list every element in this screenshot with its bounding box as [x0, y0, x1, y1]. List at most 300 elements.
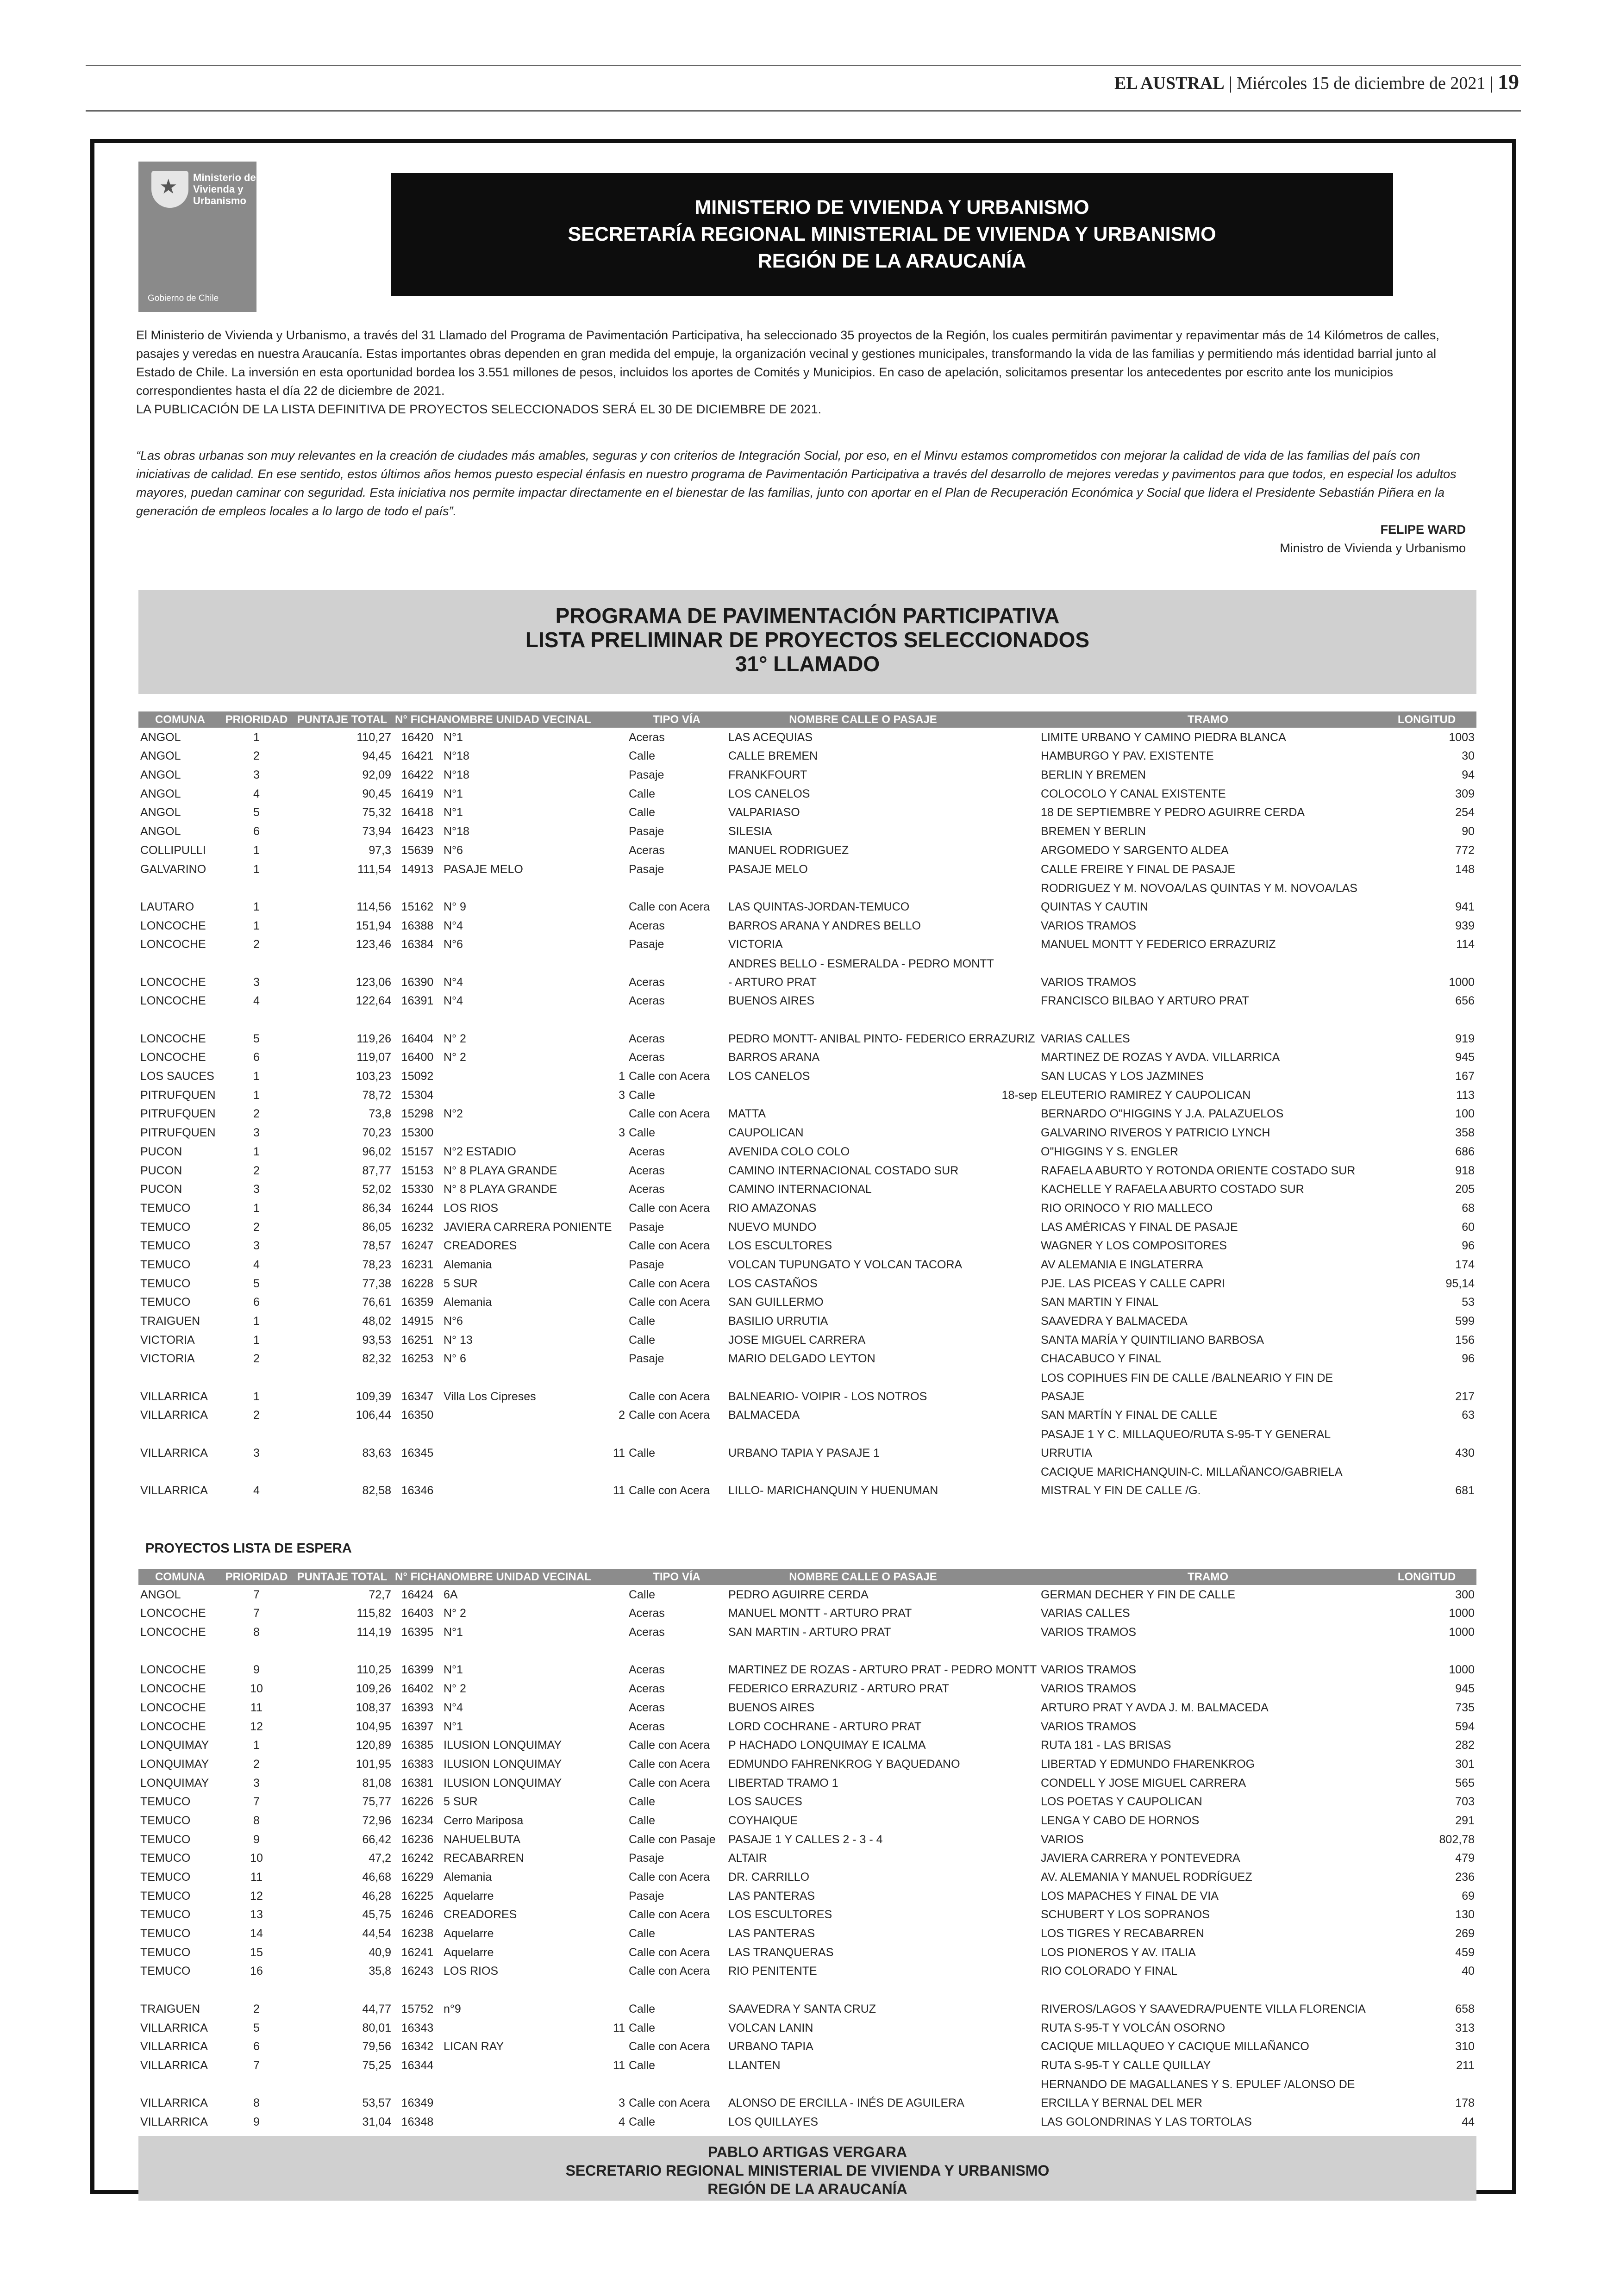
column-header-longitud: LONGITUD	[1377, 1569, 1476, 1585]
cell-puntaje: 53,57	[362, 2096, 391, 2110]
cell-tramo: RIO ORINOCO Y RIO MALLECO	[1041, 1201, 1213, 1215]
cell-calle: PEDRO MONTT- ANIBAL PINTO- FEDERICO ERRAZURIZ	[728, 1032, 1035, 1045]
cell-extra	[1000, 935, 1039, 954]
waiting-list-title: PROYECTOS LISTA DE ESPERA	[145, 1541, 352, 1556]
cell-ficha: 16350	[401, 1409, 434, 1422]
cell-tramo: LIMITE URBANO Y CAMINO PIEDRA BLANCA	[1041, 730, 1286, 744]
cell-comuna: TEMUCO	[140, 1889, 191, 1903]
cell-extra	[1000, 1622, 1039, 1641]
star-icon: ★	[159, 175, 178, 198]
column-header-longitud: LONGITUD	[1377, 711, 1476, 728]
signatory-box	[138, 2136, 1476, 2201]
table-row	[138, 1067, 1476, 1086]
table-row	[138, 2018, 1476, 2037]
cell-calle: BALNEARIO- VOIPIR - LOS NOTROS	[728, 1390, 927, 1403]
cell-comuna: TEMUCO	[140, 1908, 191, 1922]
cell-calle: MANUEL RODRIGUEZ	[728, 843, 849, 857]
cell-tipo-via: Aceras	[629, 1183, 665, 1196]
cell-ficha: 15752	[401, 2002, 434, 2015]
cell-extra	[1000, 1048, 1039, 1067]
cell-unidad-vecinal: N° 8 PLAYA GRANDE	[444, 1183, 557, 1196]
header-rule-top	[86, 65, 1521, 66]
table-row	[138, 784, 1476, 803]
cell-ficha: 16381	[401, 1776, 434, 1790]
cell-comuna: VILLARRICA	[140, 2096, 208, 2110]
cell-unidad-vecinal: N°4	[444, 994, 463, 1008]
table-row	[138, 1349, 1476, 1368]
cell-puntaje: 110,27	[356, 730, 391, 744]
cell-ficha: 16420	[401, 730, 434, 744]
cell-tipo-via: Calle	[629, 2021, 655, 2034]
signatory-name: PABLO ARTIGAS VERGARA	[707, 2144, 907, 2160]
cell-puntaje: 40,9	[369, 1946, 391, 1959]
cell-puntaje: 101,95	[356, 1757, 391, 1771]
minister-signature	[1280, 520, 1466, 557]
cell-extra	[1000, 1962, 1039, 1981]
cell-ficha: 16393	[401, 1701, 434, 1714]
cell-tramo	[1039, 1641, 1377, 1660]
cell-puntaje: 52,02	[362, 1183, 391, 1196]
cell-longitud: 130	[1455, 1908, 1475, 1922]
cell-num	[590, 1368, 627, 1405]
cell-unidad-vecinal: Villa Los Cipreses	[444, 1390, 536, 1403]
cell-tipo-via: Aceras	[629, 1626, 665, 1639]
cell-calle: MANUEL MONTT - ARTURO PRAT	[728, 1607, 912, 1620]
cell-longitud: 1000	[1449, 1607, 1475, 1620]
cell-tipo-via: Pasaje	[629, 938, 664, 951]
cell-calle: SAAVEDRA Y SANTA CRUZ	[728, 2002, 876, 2015]
table-row	[138, 916, 1476, 935]
cell-num	[590, 1660, 627, 1679]
cell-ficha: 15092	[401, 1070, 434, 1083]
cell-calle: SAN GUILLERMO	[728, 1296, 824, 1309]
cell-tramo: RUTA 181 - LAS BRISAS	[1041, 1739, 1171, 1752]
cell-num: 11	[613, 1484, 625, 1497]
cell-longitud: 63	[1462, 1409, 1475, 1422]
table-row	[138, 1123, 1476, 1142]
cell-ficha: 16421	[401, 749, 434, 763]
cell-comuna: LONQUIMAY	[140, 1739, 209, 1752]
cell-prioridad: 16	[250, 1965, 263, 1978]
cell-puntaje: 97,3	[369, 843, 391, 857]
cell-ficha: 16391	[401, 994, 434, 1008]
cell-comuna: GALVARINO	[140, 862, 206, 876]
cell-prioridad: 1	[253, 1088, 260, 1102]
cell-ficha: 16229	[401, 1871, 434, 1884]
cell-extra	[1000, 860, 1039, 879]
cell-tipo-via: Calle	[629, 1315, 655, 1328]
column-header-unidad-vecinal: NOMBRE UNIDAD VECINAL	[442, 711, 590, 728]
cell-comuna: LONCOCHE	[140, 1682, 206, 1696]
cell-longitud: 211	[1456, 2059, 1475, 2072]
cell-ficha: 16359	[401, 1296, 434, 1309]
cell-tramo: BREMEN Y BERLIN	[1041, 825, 1146, 838]
cell-puntaje: 103,23	[356, 1070, 391, 1083]
table-row	[138, 1368, 1476, 1405]
cell-num	[590, 1641, 627, 1660]
table-row	[138, 1660, 1476, 1679]
cell-calle: CAMINO INTERNACIONAL COSTADO SUR	[728, 1164, 959, 1177]
cell-longitud: 113	[1456, 1088, 1475, 1102]
cell-prioridad: 7	[253, 1607, 260, 1620]
cell-tipo-via: Calle	[629, 1588, 655, 1601]
table-row	[138, 1424, 1476, 1462]
cell-num	[590, 1698, 627, 1717]
cell-puntaje: 75,77	[362, 1795, 391, 1809]
cell-unidad-vecinal	[442, 2056, 590, 2075]
cell-calle: AVENIDA COLO COLO	[728, 1145, 850, 1158]
cell-prioridad	[222, 1641, 291, 1660]
signatory-role: SECRETARIO REGIONAL MINISTERIAL DE VIVIENDA Y URBANISMO	[565, 2162, 1050, 2179]
cell-num	[590, 1905, 627, 1924]
cell-prioridad: 1	[253, 1070, 260, 1083]
issue-date: | Miércoles 15 de diciembre de 2021 |	[1229, 74, 1494, 93]
cell-calle: JOSE MIGUEL CARRERA	[728, 1333, 866, 1347]
selected-projects-table	[138, 711, 1476, 1500]
cell-prioridad: 3	[253, 768, 260, 782]
cell-calle: BASILIO URRUTIA	[728, 1315, 828, 1328]
table-header	[138, 1569, 1476, 1585]
table-row	[138, 1622, 1476, 1641]
cell-ficha: 16242	[401, 1852, 434, 1865]
cell-longitud: 300	[1455, 1588, 1475, 1601]
cell-longitud: 945	[1455, 1051, 1475, 1064]
logo-text: Ministerio de Vivienda y Urbanismo	[193, 172, 256, 206]
cell-tipo-via: Pasaje	[629, 1852, 664, 1865]
cell-tramo: VARIOS TRAMOS	[1041, 975, 1137, 989]
cell-tipo-via: Calle con Pasaje	[629, 1833, 716, 1846]
cell-tramo: RUTA S-95-T Y CALLE QUILLAY	[1041, 2059, 1211, 2072]
cell-num: 11	[613, 2059, 625, 2072]
cell-puntaje: 79,56	[362, 2040, 391, 2053]
cell-prioridad: 6	[253, 825, 260, 838]
cell-calle: ALTAIR	[728, 1852, 767, 1865]
cell-longitud: 479	[1455, 1852, 1475, 1865]
column-header-num	[590, 711, 627, 728]
cell-unidad-vecinal: N°2	[444, 1107, 463, 1121]
cell-calle: LAS PANTERAS	[728, 1927, 815, 1940]
cell-extra	[1000, 879, 1039, 916]
cell-num	[590, 1198, 627, 1217]
cell-prioridad: 4	[253, 787, 260, 800]
cell-ficha: 16234	[401, 1814, 434, 1827]
cell-prioridad: 11	[250, 1701, 263, 1714]
cell-extra	[1000, 1641, 1039, 1660]
cell-ficha: 14913	[401, 862, 434, 876]
cell-comuna: LONCOCHE	[140, 1032, 206, 1045]
cell-tipo-via: Pasaje	[629, 862, 664, 876]
cell-extra	[1000, 1604, 1039, 1623]
cell-tipo-via: Aceras	[629, 730, 665, 744]
cell-puntaje: 48,02	[362, 1315, 391, 1328]
table-row	[138, 1641, 1476, 1660]
cell-calle: LOS ESCULTORES	[728, 1908, 832, 1922]
cell-longitud: 686	[1455, 1145, 1475, 1158]
cell-puntaje: 108,37	[356, 1701, 391, 1714]
cell-tramo: LOS MAPACHES Y FINAL DE VIA	[1041, 1889, 1219, 1903]
cell-tramo: O"HIGGINS Y S. ENGLER	[1041, 1145, 1178, 1158]
cell-calle: RIO AMAZONAS	[728, 1201, 817, 1215]
cell-ficha: 16399	[401, 1663, 434, 1677]
cell-puntaje: 78,23	[362, 1258, 391, 1271]
cell-prioridad: 5	[253, 1032, 260, 1045]
cell-unidad-vecinal: n°9	[444, 2002, 461, 2015]
cell-extra	[1000, 803, 1039, 822]
cell-extra	[1000, 1406, 1039, 1425]
cell-prioridad: 6	[253, 1296, 260, 1309]
cell-puntaje: 122,64	[356, 994, 391, 1008]
cell-extra	[1000, 2056, 1039, 2075]
cell-prioridad: 1	[253, 862, 260, 876]
cell-tramo: HERNANDO DE MAGALLANES Y S. EPULEF /ALONSO DE ERCILLA Y BERNAL DEL MER	[1041, 2078, 1355, 2110]
cell-tipo-via: Calle con Acera	[629, 1871, 710, 1884]
cell-prioridad: 2	[253, 1409, 260, 1422]
cell-tipo-via: Calle con Acera	[629, 1070, 710, 1083]
cell-calle: P HACHADO LONQUIMAY E ICALMA	[728, 1739, 926, 1752]
cell-calle: VICTORIA	[728, 938, 783, 951]
cell-num	[590, 916, 627, 935]
cell-calle	[726, 1086, 1000, 1104]
cell-num	[590, 1029, 627, 1048]
cell-prioridad: 8	[253, 1626, 260, 1639]
cell-extra	[1000, 1067, 1039, 1086]
cell-num	[590, 935, 627, 954]
cell-calle: VOLCAN LANIN	[728, 2021, 813, 2034]
cell-num	[590, 1679, 627, 1698]
cell-ficha: 16228	[401, 1277, 434, 1290]
column-header-calle: NOMBRE CALLE O PASAJE	[726, 1569, 1000, 1585]
cell-tipo-via: Calle con Acera	[629, 1757, 710, 1771]
cell-longitud: 703	[1455, 1795, 1475, 1809]
cell-prioridad: 2	[253, 749, 260, 763]
cell-longitud: 1003	[1449, 730, 1475, 744]
cell-calle: COYHAIQUE	[728, 1814, 798, 1827]
cell-tramo: SANTA MARÍA Y QUINTILIANO BARBOSA	[1041, 1333, 1264, 1347]
cell-tramo: WAGNER Y LOS COMPOSITORES	[1041, 1239, 1227, 1253]
cell-extra	[1000, 1773, 1039, 1792]
cell-comuna: PUCON	[140, 1145, 182, 1158]
cell-ficha: 16404	[401, 1032, 434, 1045]
cell-num	[590, 860, 627, 879]
cell-calle: LOS SAUCES	[728, 1795, 802, 1809]
table-row	[138, 1867, 1476, 1886]
cell-ficha: 15330	[401, 1183, 434, 1196]
cell-tramo: SAN LUCAS Y LOS JAZMINES	[1041, 1070, 1204, 1083]
cell-comuna: ANGOL	[140, 825, 181, 838]
cell-puntaje: 44,54	[362, 1927, 391, 1940]
cell-longitud: 291	[1455, 1814, 1475, 1827]
cell-tipo-via: Calle con Acera	[629, 1739, 710, 1752]
cell-num	[590, 1830, 627, 1849]
table-row	[138, 1462, 1476, 1500]
cell-ficha: 15157	[401, 1145, 434, 1158]
cell-num	[590, 1622, 627, 1641]
cell-num: 3	[619, 2096, 625, 2110]
column-header-tipo-via: TIPO VÍA	[627, 1569, 726, 1585]
cell-puntaje	[291, 1641, 393, 1660]
cell-longitud: 939	[1455, 919, 1475, 932]
cell-extra	[1000, 1943, 1039, 1962]
cell-comuna: LONQUIMAY	[140, 1757, 209, 1771]
cell-tramo: RIVEROS/LAGOS Y SAAVEDRA/PUENTE VILLA FLORENCIA	[1041, 2002, 1366, 2015]
cell-extra	[1000, 1236, 1039, 1255]
cell-longitud: 254	[1455, 806, 1475, 819]
cell-puntaje: 31,04	[362, 2115, 391, 2128]
cell-ficha: 16423	[401, 825, 434, 838]
cell-longitud: 459	[1455, 1946, 1475, 1959]
cell-tipo-via: Calle con Acera	[629, 1946, 710, 1959]
cell-comuna: LOS SAUCES	[140, 1070, 214, 1083]
cell-ficha: 16424	[401, 1588, 434, 1601]
table-row	[138, 1048, 1476, 1067]
cell-longitud: 174	[1455, 1258, 1475, 1271]
cell-prioridad: 1	[253, 1333, 260, 1347]
cell-num	[590, 1943, 627, 1962]
cell-comuna: ANGOL	[140, 768, 181, 782]
cell-longitud: 1000	[1449, 975, 1475, 989]
cell-comuna: LONCOCHE	[140, 1607, 206, 1620]
cell-num	[590, 1349, 627, 1368]
cell-unidad-vecinal: Alemania	[444, 1871, 492, 1884]
cell-ficha: 16383	[401, 1757, 434, 1771]
cell-calle: CAMINO INTERNACIONAL	[728, 1183, 872, 1196]
cell-longitud: 430	[1455, 1446, 1475, 1460]
cell-unidad-vecinal: N° 2	[444, 1607, 466, 1620]
cell-num	[590, 1048, 627, 1067]
cell-tipo-via: Pasaje	[629, 1889, 664, 1903]
cell-unidad-vecinal: Cerro Mariposa	[444, 1814, 524, 1827]
column-header-ficha: N° FICHA	[393, 711, 442, 728]
cell-num	[590, 1736, 627, 1755]
cell-longitud: 148	[1455, 862, 1475, 876]
cell-prioridad: 5	[253, 2021, 260, 2034]
cell-tipo-via: Calle con Acera	[629, 2040, 710, 2053]
cell-tipo-via: Calle	[629, 787, 655, 800]
cell-comuna: PITRUFQUEN	[140, 1088, 216, 1102]
cell-calle: LLANTEN	[728, 2059, 781, 2072]
cell-tramo: RAFAELA ABURTO Y ROTONDA ORIENTE COSTADO SUR	[1041, 1164, 1356, 1177]
column-header-puntaje: PUNTAJE TOTAL	[291, 1569, 393, 1585]
cell-tramo: AV ALEMANIA E INGLATERRA	[1041, 1258, 1203, 1271]
cell-ficha: 16384	[401, 938, 434, 951]
cell-tipo-via: Aceras	[629, 1701, 665, 1714]
cell-extra	[1000, 1924, 1039, 1943]
advertisement-frame	[90, 139, 1516, 2197]
cell-extra	[1000, 728, 1039, 747]
table-row	[138, 765, 1476, 784]
cell-longitud: 269	[1455, 1927, 1475, 1940]
cell-extra	[1000, 1010, 1039, 1029]
table-row	[138, 1849, 1476, 1868]
cell-prioridad: 14	[250, 1927, 263, 1940]
cell-tipo-via: Calle	[629, 1927, 655, 1940]
cell-puntaje: 115,82	[356, 1607, 391, 1620]
cell-calle: URBANO TAPIA Y PASAJE 1	[728, 1446, 880, 1460]
column-header-prioridad: PRIORIDAD	[222, 1569, 291, 1585]
cell-comuna: VILLARRICA	[140, 2021, 208, 2034]
cell-ficha: 16403	[401, 1607, 434, 1620]
cell-ficha: 16400	[401, 1051, 434, 1064]
cell-ficha: 16232	[401, 1220, 434, 1234]
cell-comuna: TEMUCO	[140, 1871, 191, 1884]
table-row	[138, 1029, 1476, 1048]
cell-extra	[1000, 1679, 1039, 1698]
cell-comuna	[138, 1641, 222, 1660]
cell-tramo: MANUEL MONTT Y FEDERICO ERRAZURIZ	[1041, 938, 1276, 951]
cell-unidad-vecinal: N°2 ESTADIO	[444, 1145, 516, 1158]
cell-extra	[1000, 1792, 1039, 1811]
cell-tipo-via: Calle	[629, 749, 655, 763]
cell-ficha: 16343	[401, 2021, 434, 2034]
waiting-projects-table	[138, 1569, 1476, 2131]
cell-prioridad: 2	[253, 1220, 260, 1234]
cell-prioridad: 7	[253, 1588, 260, 1601]
cell-comuna: VILLARRICA	[140, 1484, 208, 1497]
cell-extra	[1000, 1349, 1039, 1368]
cell-tramo: BERLIN Y BREMEN	[1041, 768, 1146, 782]
cell-calle: BARROS ARANA	[728, 1051, 820, 1064]
cell-ficha: 16225	[401, 1889, 434, 1903]
cell-puntaje: 94,45	[362, 749, 391, 763]
cell-num	[590, 1255, 627, 1274]
cell-unidad-vecinal	[442, 1424, 590, 1462]
cell-unidad-vecinal: N° 8 PLAYA GRANDE	[444, 1164, 557, 1177]
cell-prioridad: 4	[253, 1258, 260, 1271]
cell-longitud	[1377, 1641, 1476, 1660]
cell-prioridad: 3	[253, 1126, 260, 1140]
cell-comuna: PUCON	[140, 1164, 182, 1177]
cell-ficha: 15298	[401, 1107, 434, 1121]
cell-longitud: 772	[1455, 843, 1475, 857]
cell-tipo-via: Pasaje	[629, 1258, 664, 1271]
cell-longitud: 167	[1455, 1070, 1475, 1083]
cell-prioridad: 1	[253, 730, 260, 744]
cell-calle: LOS CANELOS	[728, 787, 810, 800]
cell-prioridad: 1	[253, 919, 260, 932]
cell-num	[590, 1311, 627, 1330]
cell-extra	[1000, 1161, 1039, 1180]
cell-tramo: RUTA S-95-T Y VOLCÁN OSORNO	[1041, 2021, 1226, 2034]
cell-extra	[1000, 1424, 1039, 1462]
cell-extra	[1000, 1104, 1039, 1123]
cell-longitud: 40	[1462, 1965, 1475, 1978]
column-header-prioridad: PRIORIDAD	[222, 711, 291, 728]
cell-calle: SAN MARTIN - ARTURO PRAT	[728, 1626, 891, 1639]
cell-ficha: 16422	[401, 768, 434, 782]
cell-puntaje: 73,8	[369, 1107, 391, 1121]
table-row	[138, 1811, 1476, 1830]
column-header-tramo: TRAMO	[1039, 1569, 1377, 1585]
cell-prioridad: 2	[253, 1352, 260, 1366]
cell-unidad-vecinal	[442, 2112, 590, 2131]
cell-extra	[1000, 1462, 1039, 1500]
table-row	[138, 1604, 1476, 1623]
cell-extra	[1000, 954, 1039, 991]
cell-tramo: SAN MARTIN Y FINAL	[1041, 1296, 1159, 1309]
cell-tipo-via: Calle con Acera	[629, 1390, 710, 1403]
cell-tramo: VARIAS CALLES	[1041, 1607, 1130, 1620]
cell-ficha: 16349	[401, 2096, 434, 2110]
cell-tramo: CACIQUE MARICHANQUIN-C. MILLAÑANCO/GABRIELA MISTRAL Y FIN DE CALLE /G.	[1041, 1466, 1342, 1497]
cell-extra: 18-sep	[1001, 1088, 1037, 1102]
cell-extra	[1000, 2037, 1039, 2056]
cell-unidad-vecinal: Aquelarre	[444, 1946, 494, 1959]
table-row	[138, 728, 1476, 747]
cell-tipo-via: Aceras	[629, 1032, 665, 1045]
cell-calle	[726, 1010, 1000, 1029]
cell-puntaje: 109,26	[356, 1682, 391, 1696]
cell-calle: LAS PANTERAS	[728, 1889, 815, 1903]
